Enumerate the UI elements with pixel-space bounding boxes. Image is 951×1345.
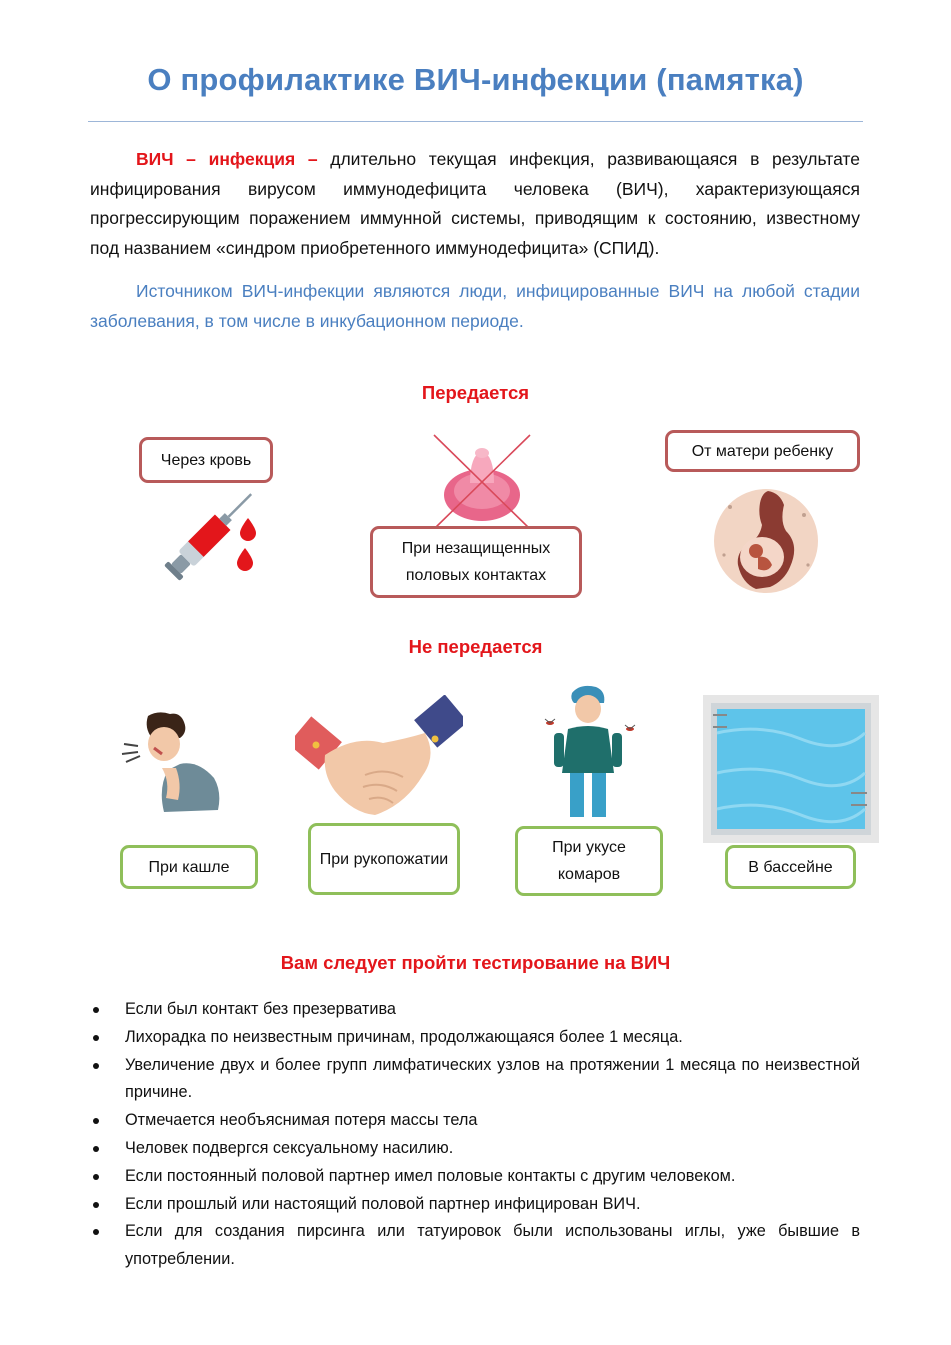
- testing-list: [90, 996, 860, 1274]
- transmitted-heading: Передается: [421, 382, 530, 403]
- pool-icon: [701, 693, 881, 845]
- testing-heading: Вам следует пройти тестирование на ВИЧ: [280, 952, 671, 973]
- list-item: Если прошлый или настоящий половой партнер инфицирован ВИЧ.: [90, 1191, 860, 1219]
- title-divider: [88, 121, 863, 122]
- coughing-man-icon: [118, 708, 230, 818]
- transmission-mother-box: От матери ребенку: [665, 430, 860, 472]
- crossed-condom-icon: [430, 433, 535, 533]
- not-transmitted-cough-box: При кашле: [120, 845, 258, 889]
- transmission-blood-box: Через кровь: [139, 437, 273, 483]
- syringe-icon: [150, 480, 275, 590]
- handshake-icon: [295, 695, 463, 820]
- transmission-sexual-box: При незащищенных половых контактах: [370, 526, 582, 598]
- list-item: Лихорадка по неизвестным причинам, продолжающаяся более 1 месяца.: [90, 1024, 860, 1052]
- mosquito-man-icon: [540, 683, 640, 823]
- list-item: Если для создания пирсинга или татуировок были использованы иглы, уже бывшие в употреблении.: [90, 1218, 860, 1274]
- definition-text: длительно текущая инфекция, развивающаяся в результате инфицирования вирусом иммунодефицита человека (ВИЧ), характеризующаяся прогрессирующим поражением иммунной системы, приводящим к состоянию, известному под названием «синдром приобретенного иммунодефицита» (СПИД).: [90, 149, 860, 258]
- page-title: О профилактике ВИЧ-инфекции (памятка): [147, 62, 804, 97]
- list-item: Если постоянный половой партнер имел половые контакты с другим человеком.: [90, 1163, 860, 1191]
- source-paragraph: Источником ВИЧ-инфекции являются люди, инфицированные ВИЧ на любой стадии заболевания, в том числе в инкубационном периоде.: [90, 281, 860, 331]
- list-item: Если был контакт без презерватива: [90, 996, 860, 1024]
- not-transmitted-handshake-box: При рукопожатии: [308, 823, 460, 895]
- definition-term: ВИЧ – инфекция –: [136, 149, 318, 169]
- not-transmitted-mosquito-box: При укусе комаров: [515, 826, 663, 896]
- list-item: Отмечается необъяснимая потеря массы тела: [90, 1107, 860, 1135]
- list-item: Человек подвергся сексуальному насилию.: [90, 1135, 860, 1163]
- not-transmitted-heading: Не передается: [408, 636, 543, 657]
- pregnant-woman-icon: [710, 485, 822, 597]
- not-transmitted-pool-box: В бассейне: [725, 845, 856, 889]
- definition-paragraph: [90, 145, 860, 263]
- list-item: Увеличение двух и более групп лимфатических узлов на протяжении 1 месяца по неизвестной причине.: [90, 1052, 860, 1108]
